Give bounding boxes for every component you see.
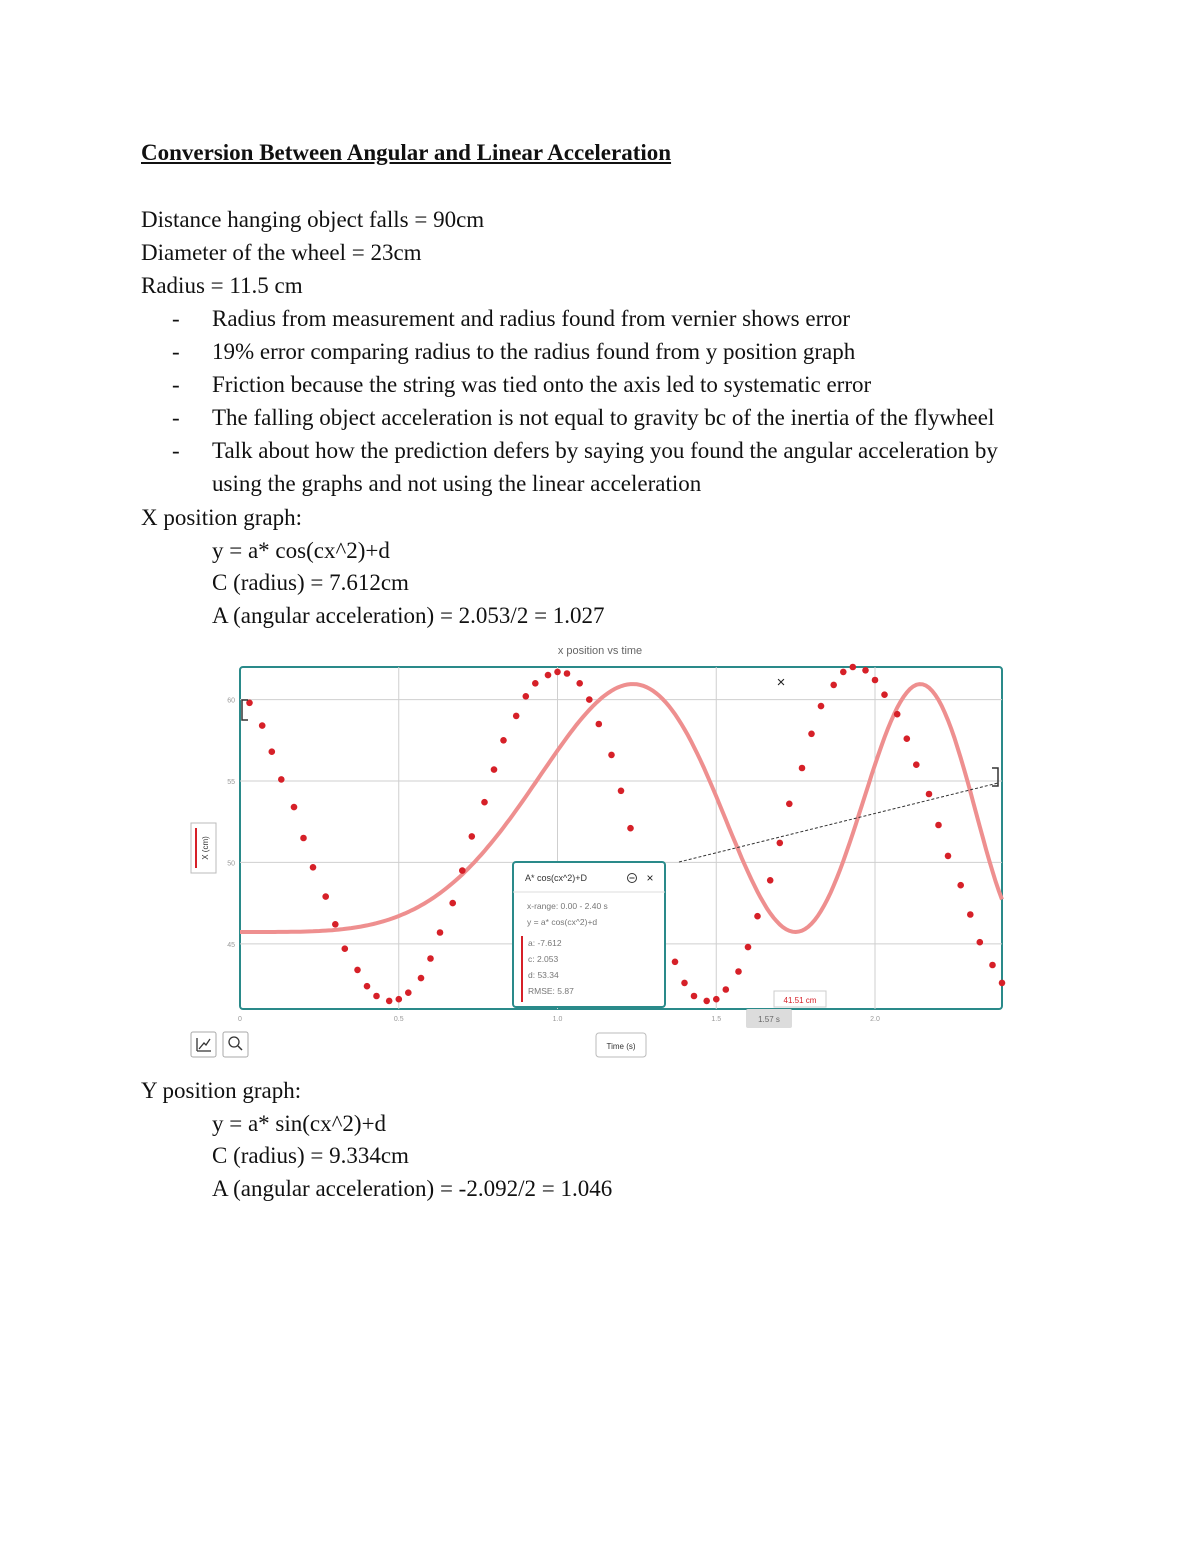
point-value-label: 41.51 cm xyxy=(783,996,817,1005)
data-point xyxy=(545,672,552,679)
data-point xyxy=(872,677,879,684)
data-point xyxy=(405,989,412,996)
data-point xyxy=(459,867,466,874)
data-point xyxy=(989,962,996,969)
data-point xyxy=(354,967,361,974)
bullet-item: 19% error comparing radius to the radius found from y position graph xyxy=(212,339,856,364)
bullet-item: Radius from measurement and radius found from vernier shows error xyxy=(212,306,851,331)
bullet-item-continued: using the graphs and not using the linear acceleration xyxy=(212,471,702,496)
x-angular-accel: A (angular acceleration) = 2.053/2 = 1.027 xyxy=(212,603,605,628)
chart-title: x position vs time xyxy=(557,645,643,657)
y-tick-label: 55 xyxy=(227,779,235,786)
data-point xyxy=(850,664,857,671)
data-point xyxy=(342,945,349,952)
bullet-dash: - xyxy=(172,438,180,463)
curve-fit-box[interactable] xyxy=(513,862,665,1007)
data-point xyxy=(332,921,339,928)
data-point xyxy=(596,721,603,728)
y-angular-accel: A (angular acceleration) = -2.092/2 = 1.046 xyxy=(212,1176,613,1201)
x-tick-label: 0.5 xyxy=(393,1016,404,1023)
y-equation: y = a* sin(cx^2)+d xyxy=(212,1111,387,1136)
bullet-item: Friction because the string was tied onto the axis led to systematic error xyxy=(212,372,872,397)
fit-param-d: d: 53.34 xyxy=(528,970,559,980)
data-point xyxy=(935,822,942,829)
diameter-line: Diameter of the wheel = 23cm xyxy=(141,240,422,265)
data-point xyxy=(818,703,825,710)
data-point xyxy=(799,765,806,772)
bullet-dash: - xyxy=(172,339,180,364)
data-point xyxy=(735,968,742,975)
data-point xyxy=(840,669,847,676)
time-cursor-label: 1.57 s xyxy=(758,1015,780,1024)
data-point xyxy=(913,761,920,768)
data-point xyxy=(418,975,425,982)
x-tick-label: 1.5 xyxy=(711,1016,722,1023)
x-section-heading: X position graph: xyxy=(141,505,302,530)
fit-rmse: RMSE: 5.87 xyxy=(528,986,574,996)
x-tick-label: 1.0 xyxy=(552,1016,563,1023)
data-point xyxy=(500,737,507,744)
bullet-dash: - xyxy=(172,405,180,430)
data-point xyxy=(469,833,476,840)
data-point xyxy=(373,993,380,1000)
data-point xyxy=(491,766,498,773)
y-tick-label: 45 xyxy=(227,941,235,949)
data-point xyxy=(364,983,371,990)
data-point xyxy=(259,722,266,729)
x-axis-label: Time (s) xyxy=(606,1042,636,1051)
data-point xyxy=(830,682,837,689)
bullet-dash: - xyxy=(172,372,180,397)
data-point xyxy=(449,900,456,907)
bullet-item: Talk about how the prediction defers by saying you found the angular acceleration by xyxy=(212,438,998,463)
data-point xyxy=(745,944,752,951)
x-position-graph xyxy=(188,640,1008,1060)
y-section-heading: Y position graph: xyxy=(141,1078,302,1103)
data-point xyxy=(586,696,593,703)
data-point xyxy=(532,680,539,687)
data-point xyxy=(957,882,964,889)
bullet-item: The falling object acceleration is not equal to gravity bc of the inertia of the flywheel xyxy=(212,405,995,430)
fit-param-a: a: -7.612 xyxy=(528,938,562,948)
data-point xyxy=(977,939,984,946)
fit-param-c: c: 2.053 xyxy=(528,954,559,964)
x-radius: C (radius) = 7.612cm xyxy=(212,570,409,595)
data-point xyxy=(881,691,888,698)
x-tick-label: 0 xyxy=(238,1016,242,1023)
data-point xyxy=(437,929,444,936)
data-point xyxy=(862,667,869,674)
data-point xyxy=(672,959,679,966)
data-point xyxy=(278,776,285,783)
data-point xyxy=(967,911,974,918)
fit-box-title: A* cos(cx^2)+D xyxy=(525,873,587,883)
y-tick-label: 50 xyxy=(227,860,235,868)
data-point xyxy=(691,993,698,1000)
fit-x-range: x-range: 0.00 - 2.40 s xyxy=(527,901,608,911)
data-point xyxy=(322,893,329,900)
data-point xyxy=(523,693,530,700)
data-point xyxy=(703,998,710,1005)
data-point xyxy=(786,801,793,808)
data-point xyxy=(767,877,774,884)
data-point xyxy=(427,955,434,962)
distance-line: Distance hanging object falls = 90cm xyxy=(141,207,485,232)
data-point xyxy=(396,996,403,1003)
data-point xyxy=(310,864,317,871)
data-point xyxy=(723,986,730,993)
data-point xyxy=(999,980,1006,987)
bullet-dash: - xyxy=(172,306,180,331)
y-tick-label: 60 xyxy=(227,697,235,705)
data-point xyxy=(618,788,625,795)
data-point xyxy=(904,735,911,742)
data-point xyxy=(945,853,952,860)
data-point xyxy=(808,731,815,738)
data-point xyxy=(291,804,298,811)
x-tick-label: 2.0 xyxy=(870,1016,880,1023)
data-point xyxy=(627,825,634,832)
data-point xyxy=(754,913,761,920)
data-point xyxy=(300,835,307,842)
radius-line: Radius = 11.5 cm xyxy=(141,273,303,298)
data-point xyxy=(564,670,571,677)
data-point xyxy=(608,752,615,759)
fit-formula: y = a* cos(cx^2)+d xyxy=(527,917,598,927)
y-tick-labels xyxy=(227,698,235,949)
data-point xyxy=(513,713,520,720)
data-point xyxy=(681,980,688,987)
data-point xyxy=(554,669,561,676)
y-axis-label: X (cm) xyxy=(201,836,210,860)
y-radius: C (radius) = 9.334cm xyxy=(212,1143,409,1168)
close-icon[interactable]: × xyxy=(776,674,786,691)
page-title: Conversion Between Angular and Linear Acceleration xyxy=(141,140,672,165)
data-point xyxy=(386,998,393,1005)
zoom-button[interactable] xyxy=(223,1032,248,1057)
x-equation: y = a* cos(cx^2)+d xyxy=(212,538,390,563)
data-point xyxy=(926,791,933,798)
data-point xyxy=(713,996,720,1003)
data-point xyxy=(777,840,784,847)
data-point xyxy=(894,711,901,718)
data-point xyxy=(269,748,276,755)
data-point xyxy=(481,799,488,806)
data-point xyxy=(576,680,583,687)
fit-box-close-icon[interactable]: × xyxy=(646,871,654,885)
